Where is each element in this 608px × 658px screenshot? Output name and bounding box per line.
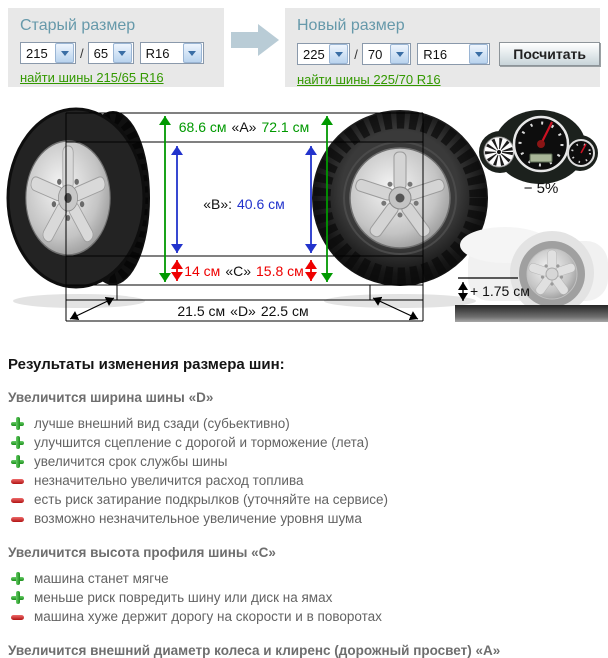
a-measure-label: 68.6 см «A» 72.1 см [178,119,310,135]
result-item-text: возможно незначительное увеличение уровня шума [34,511,362,526]
result-item [8,471,600,490]
section-title: Увеличится внешний диаметр колеса и клиренс (дорожный просвет) «A» [8,643,501,658]
result-item-text: незначительно увеличится расход топлива [34,473,304,488]
plus-icon [11,436,24,449]
speed-delta-label: − 5% [523,180,559,197]
minus-icon [11,493,24,506]
old-diameter-value: R16 [145,45,170,61]
new-diameter-value: R16 [423,46,448,62]
tire-diagram-svg [0,95,608,340]
result-item-text: машина хуже держит дорогу на скорости и в поворотах [34,609,382,624]
c-measure-label: 14 см «C» 15.8 см [184,263,304,279]
new-profile-value: 70 [367,46,383,62]
result-item [8,414,600,433]
result-item [8,607,600,626]
find-old-tires-link[interactable]: найти шины 215/65 R16 [20,70,164,85]
result-section-diameter [8,643,600,658]
ground-bar [455,305,608,322]
chevron-down-icon[interactable] [469,44,488,64]
result-item-text: улучшится сцепление с дорогой и торможение (лета) [34,435,369,450]
old-tire-image [8,109,150,287]
minus-icon [11,512,24,525]
plus-icon [11,455,24,468]
chevron-down-icon[interactable] [183,43,202,63]
old-size-title: Старый размер [20,17,136,34]
section-title: Увеличится ширина шины «D» [8,390,214,405]
result-item [8,452,600,471]
result-item-text: машина станет мягче [34,571,169,586]
result-item-text: увеличится срок службы шины [34,454,228,469]
result-item [8,509,600,528]
result-item-text: лучше внешний вид сзади (субьективно) [34,416,290,431]
new-size-panel [285,8,600,87]
result-item [8,588,600,607]
minus-icon [11,610,24,623]
tire-shadow [324,294,476,308]
b-measure-label: «B»: 40.6 см [203,196,285,212]
results-section [0,340,608,658]
new-profile-select[interactable] [362,43,411,65]
old-size-selects [20,42,224,64]
new-size-selects [297,42,600,66]
chevron-down-icon[interactable] [390,44,409,64]
chevron-down-icon[interactable] [55,43,74,63]
calculate-button[interactable]: Посчитать [499,42,600,66]
old-profile-select[interactable] [88,42,134,64]
section-title: Увеличится высота профиля шины «C» [8,545,276,560]
result-items [8,414,600,528]
result-item [8,569,600,588]
old-width-value: 215 [26,45,48,61]
result-item-text: есть риск затирание подкрылков (уточняйте на сервисе) [34,492,389,507]
result-item-text: меньше риск повредить шину или диск на ямах [34,590,333,605]
size-separator: / [354,46,358,62]
find-new-tires-link[interactable]: найти шины 225/70 R16 [297,72,441,87]
plus-icon [11,572,24,585]
arrow-right-icon [231,32,258,48]
new-size-title: Новый размер [297,17,405,34]
old-width-select[interactable] [20,42,76,64]
speedometer-image [479,110,598,184]
plus-icon [11,591,24,604]
chevron-down-icon[interactable] [113,43,132,63]
new-width-select[interactable] [297,43,350,65]
chevron-down-icon[interactable] [329,44,348,64]
size-panels-row [0,0,608,95]
old-diameter-select[interactable] [140,42,204,64]
result-item [8,490,600,509]
tire-shadow [13,294,145,308]
result-item [8,433,600,452]
new-diameter-select[interactable] [417,43,490,65]
old-size-panel [8,8,224,87]
plus-icon [11,417,24,430]
result-items [8,569,600,626]
size-separator: / [80,45,84,61]
clearance-delta-label: + 1.75 см [470,283,530,299]
result-section-profile [8,545,600,626]
new-tire-image [312,110,488,286]
new-width-value: 225 [303,46,325,62]
result-section-width [8,390,600,528]
minus-icon [11,474,24,487]
tire-diagram [0,95,608,340]
results-heading: Результаты изменения размера шин: [8,356,285,373]
d-measure-label: 21.5 см «D» 22.5 см [177,303,309,319]
car-clearance-image [455,227,608,322]
old-profile-value: 65 [93,45,109,61]
